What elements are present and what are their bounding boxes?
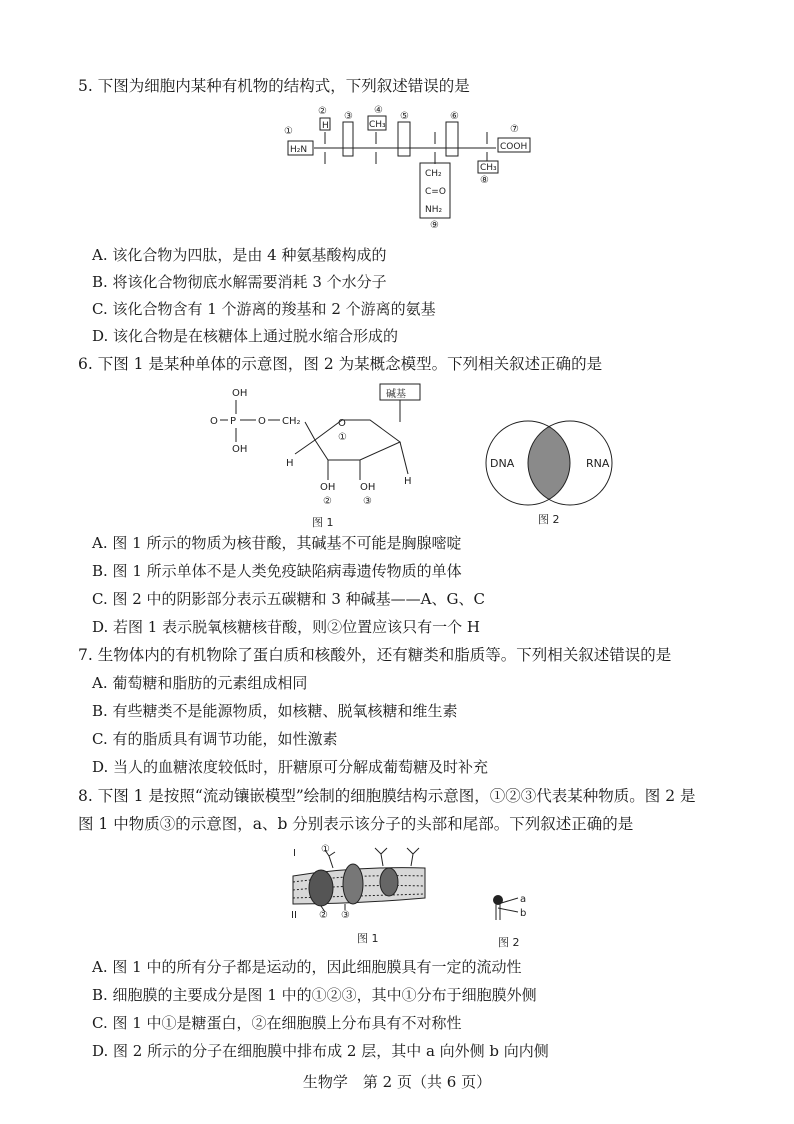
- q6-ring-o: O: [338, 418, 346, 429]
- q6-oh-bottom: OH: [232, 444, 248, 455]
- q8-label-2: ②: [319, 910, 328, 921]
- q5-label-5: ⑤: [400, 111, 409, 122]
- q6-option-a: A. 图 1 所示的物质为核苷酸，其碱基不可能是胸腺嘧啶: [92, 534, 462, 552]
- q5-option-a: A. 该化合物为四肽，是由 4 种氨基酸构成的: [92, 246, 387, 264]
- q5-side-nh2: NH₂: [425, 205, 443, 215]
- q5-label-4: ④: [374, 105, 383, 116]
- q6-oh-3: OH: [360, 482, 376, 493]
- q8-label-I: I: [293, 848, 296, 859]
- q8-phospholipid-figure: [478, 880, 548, 950]
- q5-h-atom: H: [322, 121, 329, 131]
- q5-peptide-structure-figure: [280, 104, 540, 234]
- q7-option-c: C. 有的脂质具有调节功能，如性激素: [92, 730, 338, 748]
- q8-option-d: D. 图 2 所示的分子在细胞膜中排布成 2 层，其中 a 向外侧 b 向内侧: [92, 1042, 549, 1060]
- q6-oh-2: OH: [320, 482, 336, 493]
- q5-option-b: B. 将该化合物彻底水解需要消耗 3 个水分子: [92, 273, 387, 291]
- q5-option-c: C. 该化合物含有 1 个游离的羧基和 2 个游离的氨基: [92, 300, 436, 318]
- q5-side-ch2: CH₂: [425, 169, 442, 179]
- q5-methyl-group-2: CH₃: [480, 163, 497, 173]
- q5-methyl-group-1: CH₃: [369, 120, 386, 130]
- q8-label-II: II: [291, 910, 297, 921]
- q6-oh-top: OH: [232, 388, 248, 399]
- q8-cell-membrane-figure: [285, 838, 435, 950]
- q8-option-b: B. 细胞膜的主要成分是图 1 中的①②③，其中①分布于细胞膜外侧: [92, 986, 537, 1004]
- q5-label-8: ⑧: [480, 175, 489, 186]
- venn-dna-label: DNA: [490, 457, 515, 470]
- question-8-stem-line2: 图 1 中物质③的示意图，a、b 分别表示该分子的头部和尾部。下列叙述正确的是: [78, 815, 634, 833]
- q8-fig2-b: b: [520, 908, 527, 919]
- venn-rna-label: RNA: [586, 457, 610, 470]
- page-footer: 生物学 第 2 页（共 6 页）: [302, 1073, 492, 1091]
- q6-h-right: H: [404, 476, 412, 487]
- q6-h-left: H: [286, 458, 294, 469]
- q5-side-co: C=O: [425, 187, 446, 197]
- q8-fig2-caption: 图 2: [498, 936, 520, 949]
- question-5-stem: 5. 下图为细胞内某种有机物的结构式，下列叙述错误的是: [78, 77, 470, 95]
- q7-option-a: A. 葡萄糖和脂肪的元素组成相同: [92, 674, 308, 692]
- q5-label-2: ②: [318, 106, 327, 117]
- q5-label-1: ①: [284, 126, 293, 137]
- q5-amino-group: H₂N: [290, 145, 308, 155]
- q6-label-3: ③: [363, 496, 372, 507]
- q6-venn-diagram: [478, 418, 628, 526]
- phospholipid-head: [493, 895, 503, 905]
- q6-o-left: O: [210, 416, 218, 427]
- q8-option-a: A. 图 1 中的所有分子都是运动的，因此细胞膜具有一定的流动性: [92, 958, 522, 976]
- q8-label-1: ①: [321, 844, 330, 855]
- question-8-stem-line1: 8. 下图 1 是按照“流动镶嵌模型”绘制的细胞膜结构示意图，①②③代表某种物质。图 2 是: [78, 787, 696, 805]
- q6-p-atom: P: [230, 416, 237, 427]
- q5-label-7: ⑦: [510, 124, 519, 135]
- q6-ch2: CH₂: [282, 416, 301, 427]
- q6-option-b: B. 图 1 所示单体不是人类免疫缺陷病毒遗传物质的单体: [92, 562, 462, 580]
- q5-label-3: ③: [344, 111, 353, 122]
- q7-option-b: B. 有些糖类不是能源物质，如核糖、脱氧核糖和维生素: [92, 702, 458, 720]
- q6-option-d: D. 若图 1 表示脱氧核糖核苷酸，则②位置应该只有一个 H: [92, 618, 480, 636]
- q5-carboxyl-group: COOH: [500, 142, 528, 152]
- q5-option-d: D. 该化合物是在核糖体上通过脱水缩合形成的: [92, 327, 399, 345]
- q7-option-d: D. 当人的血糖浓度较低时，肝糖原可分解成葡萄糖及时补充: [92, 758, 489, 776]
- q6-nucleotide-figure: [210, 382, 450, 530]
- q6-label-2: ②: [323, 496, 332, 507]
- q6-label-1: ①: [338, 432, 347, 443]
- q6-fig2-caption: 图 2: [538, 513, 560, 526]
- question-7-stem: 7. 生物体内的有机物除了蛋白质和核酸外，还有糖类和脂质等。下列相关叙述错误的是: [78, 646, 672, 664]
- q8-label-3: ③: [341, 910, 350, 921]
- q5-label-9: ⑨: [430, 220, 439, 231]
- q6-base-box-label: 碱基: [386, 389, 406, 400]
- q8-option-c: C. 图 1 中①是糖蛋白，②在细胞膜上分布具有不对称性: [92, 1014, 462, 1032]
- question-6-stem: 6. 下图 1 是某种单体的示意图，图 2 为某概念模型。下列相关叙述正确的是: [78, 355, 603, 373]
- q8-fig1-caption: 图 1: [357, 932, 379, 945]
- q5-label-6: ⑥: [450, 111, 459, 122]
- q6-o-link: O: [258, 416, 266, 427]
- q8-fig2-a: a: [520, 894, 527, 905]
- q6-fig1-caption: 图 1: [312, 516, 334, 529]
- q6-option-c: C. 图 2 中的阴影部分表示五碳糖和 3 种碱基——A、G、C: [92, 590, 485, 608]
